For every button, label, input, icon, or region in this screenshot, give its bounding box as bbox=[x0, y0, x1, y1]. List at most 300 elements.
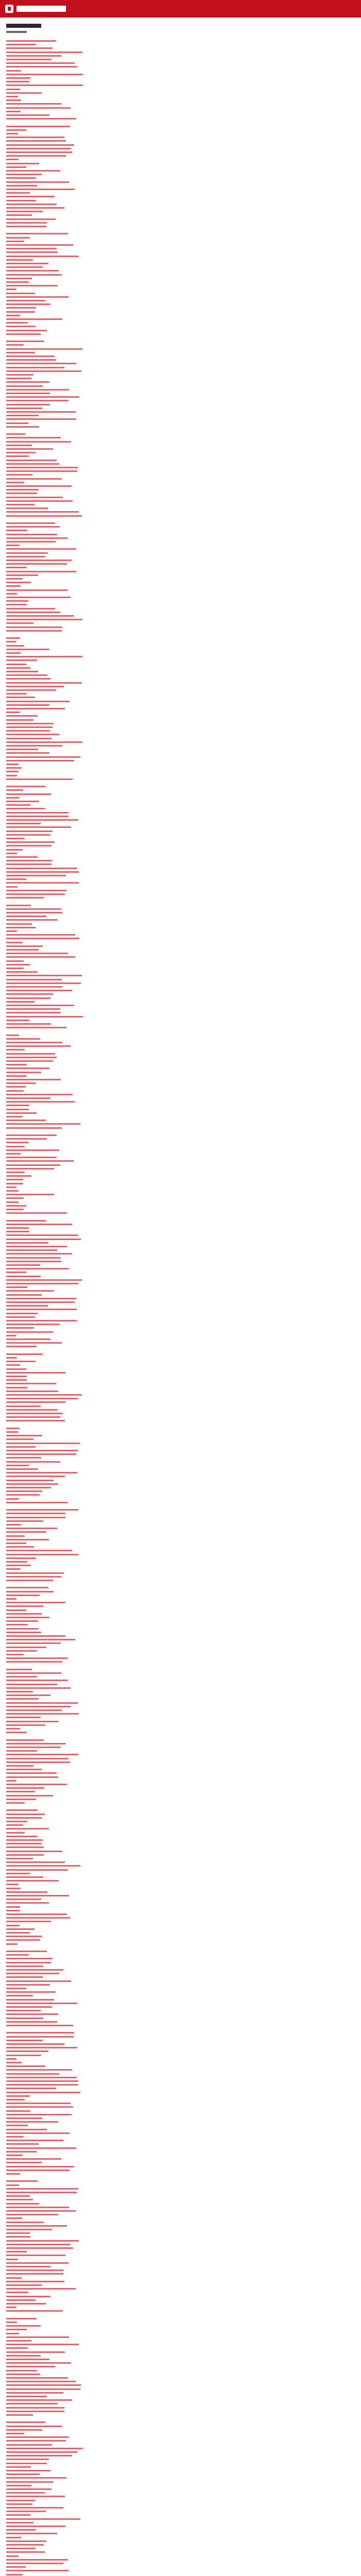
poem-line-placeholder bbox=[6, 2266, 51, 2267]
poem-line-placeholder bbox=[6, 1457, 41, 1459]
poem-line-placeholder bbox=[6, 1194, 54, 1195]
poem-line-placeholder bbox=[6, 1320, 77, 1321]
poem-line-placeholder bbox=[6, 1276, 41, 1277]
poem-line-placeholder bbox=[6, 1001, 35, 1003]
poem-line-placeholder bbox=[6, 1732, 27, 1733]
poem-line-placeholder bbox=[6, 1391, 58, 1392]
poem-line-placeholder bbox=[6, 1409, 58, 1411]
poem-line-placeholder bbox=[6, 793, 51, 795]
poem-line-placeholder bbox=[6, 986, 62, 988]
poem-line-placeholder bbox=[6, 1361, 36, 1362]
poem-line-placeholder bbox=[6, 845, 52, 846]
poem-line-placeholder bbox=[6, 808, 45, 809]
poem-line-placeholder bbox=[6, 1205, 26, 1207]
poem-line-placeholder bbox=[6, 129, 26, 131]
poem-line-placeholder bbox=[6, 1680, 68, 1681]
poem-line-placeholder bbox=[6, 863, 52, 865]
poem-line-placeholder bbox=[6, 1261, 61, 1262]
poem-line-placeholder bbox=[6, 1476, 65, 1477]
poem-line-placeholder bbox=[6, 1201, 19, 1203]
poem-line-placeholder bbox=[6, 2388, 80, 2390]
poem-line-placeholder bbox=[6, 686, 64, 687]
poem-line-placeholder bbox=[6, 2566, 26, 2568]
poem-line-placeholder bbox=[6, 1453, 76, 1455]
poem-line-placeholder bbox=[6, 1420, 65, 1421]
poem-line-placeholder bbox=[6, 2292, 28, 2293]
poem-line-placeholder bbox=[6, 968, 24, 969]
poem-line-placeholder bbox=[6, 1902, 49, 1904]
poem-line-placeholder bbox=[6, 656, 83, 657]
poem-line-placeholder bbox=[6, 2147, 76, 2149]
poem-line-placeholder bbox=[6, 1490, 42, 1492]
poem-line-placeholder bbox=[6, 1873, 30, 1874]
poem-line-placeholder bbox=[6, 1012, 61, 1013]
poem-line-placeholder bbox=[6, 2173, 20, 2175]
poem-line-placeholder bbox=[6, 1364, 20, 1366]
poem-line-placeholder bbox=[6, 1413, 63, 1414]
poem-line-placeholder bbox=[6, 1739, 44, 1741]
poem-line-placeholder bbox=[6, 2092, 80, 2093]
poem-line-placeholder bbox=[6, 278, 32, 279]
poem-line-placeholder bbox=[6, 1787, 44, 1789]
poem-line-placeholder bbox=[6, 1543, 26, 1544]
poem-line-placeholder bbox=[6, 493, 37, 494]
poem-line-placeholder bbox=[6, 2010, 41, 2011]
poem-line-placeholder bbox=[6, 604, 27, 605]
poem-line-placeholder bbox=[6, 2355, 41, 2357]
poem-line-placeholder bbox=[6, 248, 57, 249]
poem-line-placeholder bbox=[6, 990, 72, 991]
poem-line-placeholder bbox=[6, 982, 81, 984]
poem-line-placeholder bbox=[6, 126, 70, 127]
poem-line-placeholder bbox=[6, 1450, 78, 1451]
poem-line-placeholder bbox=[6, 1268, 69, 1269]
poem-line-placeholder bbox=[6, 905, 31, 906]
poem-line-placeholder bbox=[6, 626, 62, 628]
poem-line-placeholder bbox=[6, 2347, 28, 2349]
poem-line-placeholder bbox=[6, 418, 76, 420]
poem-line-placeholder bbox=[6, 664, 26, 665]
poem-line-placeholder bbox=[6, 2307, 17, 2308]
poem-line-placeholder bbox=[6, 1657, 68, 1659]
poem-line-placeholder bbox=[6, 1134, 57, 1136]
poem-line-placeholder bbox=[6, 786, 45, 787]
poem-line-placeholder bbox=[6, 1568, 21, 1570]
poem-line-placeholder bbox=[6, 2414, 33, 2416]
poem-line-placeholder bbox=[6, 222, 47, 224]
poem-line-placeholder bbox=[6, 2511, 46, 2512]
poem-line-placeholder bbox=[6, 330, 47, 331]
poem-line-placeholder bbox=[6, 771, 19, 772]
poem-line-placeholder bbox=[6, 2207, 69, 2208]
poem-line-placeholder bbox=[6, 831, 53, 832]
poem-line-placeholder bbox=[6, 1628, 39, 1630]
poem-line-placeholder bbox=[6, 2407, 64, 2409]
poem-line-placeholder bbox=[6, 2121, 58, 2123]
poem-line-placeholder bbox=[6, 326, 36, 327]
poem-line-placeholder bbox=[6, 2518, 80, 2520]
poem-line-placeholder bbox=[6, 2199, 33, 2200]
poem-line-placeholder bbox=[6, 2426, 62, 2427]
poem-line-placeholder bbox=[6, 1109, 29, 1110]
poem-line-placeholder bbox=[6, 749, 38, 750]
poem-line-placeholder bbox=[6, 1431, 18, 1433]
poem-line-placeholder bbox=[6, 1906, 20, 1908]
poem-line-placeholder bbox=[6, 934, 75, 936]
poem-line-placeholder bbox=[6, 526, 60, 528]
poem-line-placeholder bbox=[6, 422, 28, 424]
poem-line-placeholder bbox=[6, 574, 38, 576]
poem-line-placeholder bbox=[6, 930, 17, 932]
poem-line-placeholder bbox=[6, 370, 81, 372]
poem-line-placeholder bbox=[6, 2533, 57, 2534]
poem-line-placeholder bbox=[6, 1539, 49, 1540]
poem-line-placeholder bbox=[6, 363, 76, 364]
poem-line-placeholder bbox=[6, 251, 58, 253]
poem-line-placeholder bbox=[6, 682, 82, 684]
poem-line-placeholder bbox=[6, 1498, 19, 1500]
poem-line-placeholder bbox=[6, 489, 39, 490]
poem-line-placeholder bbox=[6, 2537, 21, 2538]
poem-line-placeholder bbox=[6, 2559, 68, 2561]
poem-line-placeholder bbox=[6, 2384, 81, 2386]
poem-line-placeholder bbox=[6, 181, 69, 183]
poem-line-placeholder bbox=[6, 1086, 26, 1088]
poem-line-placeholder bbox=[6, 2058, 17, 2060]
poem-line-placeholder bbox=[6, 1761, 70, 1763]
poem-line-placeholder bbox=[6, 151, 72, 153]
poem-line-placeholder bbox=[6, 545, 20, 546]
poem-line-placeholders bbox=[6, 40, 355, 2576]
poem-line-placeholder bbox=[6, 2411, 64, 2412]
poem-line-placeholder bbox=[6, 2548, 36, 2549]
poem-line-placeholder bbox=[6, 1676, 37, 1677]
poem-line-placeholder bbox=[6, 1843, 42, 1844]
poem-line-placeholder bbox=[6, 2158, 61, 2160]
poem-line-placeholder bbox=[6, 1884, 19, 1885]
poem-line-placeholder bbox=[6, 2485, 31, 2486]
poem-line-placeholder bbox=[6, 823, 41, 824]
poem-line-placeholder bbox=[6, 1706, 71, 1707]
poem-line-placeholder bbox=[6, 1821, 27, 1822]
poem-line-placeholder bbox=[6, 2459, 49, 2460]
poem-line-placeholder bbox=[6, 1858, 33, 1859]
poem-line-placeholder bbox=[6, 971, 38, 973]
poem-line-placeholder bbox=[6, 359, 56, 361]
poem-line-placeholder bbox=[6, 775, 17, 776]
poem-line-placeholder bbox=[6, 2025, 73, 2026]
poem-line-placeholder bbox=[6, 953, 68, 954]
poem-line-placeholder bbox=[6, 2040, 43, 2041]
poem-line-placeholder bbox=[6, 2080, 78, 2082]
poem-line-placeholder bbox=[6, 723, 54, 724]
poem-line-placeholder bbox=[6, 333, 41, 335]
poem-line-placeholder bbox=[6, 1851, 62, 1852]
poem-line-placeholder bbox=[6, 2117, 42, 2119]
poem-line-placeholder bbox=[6, 804, 30, 806]
poem-line-placeholder bbox=[6, 1272, 26, 1273]
poem-line-placeholder bbox=[6, 2055, 41, 2056]
poem-line-placeholder bbox=[6, 1605, 43, 1607]
poem-line-placeholder bbox=[6, 2047, 77, 2048]
poem-line-placeholder bbox=[6, 2321, 17, 2323]
poem-line-placeholder bbox=[6, 1249, 57, 1251]
poem-line-placeholder bbox=[6, 2018, 43, 2019]
poem-line-placeholder bbox=[6, 1869, 68, 1871]
poem-line-placeholder bbox=[6, 1814, 45, 1815]
poem-line-placeholder bbox=[6, 1461, 60, 1463]
poem-line-placeholder bbox=[6, 1758, 69, 1759]
poem-line-placeholder bbox=[6, 2170, 70, 2171]
poem-line-placeholder bbox=[6, 378, 31, 379]
poem-line-placeholder bbox=[6, 919, 58, 921]
poem-line-placeholder bbox=[6, 1153, 21, 1155]
poem-line-placeholder bbox=[6, 200, 36, 201]
poem-line-placeholder bbox=[6, 2318, 37, 2319]
poem-line-placeholder bbox=[6, 1709, 62, 1711]
poem-line-placeholder bbox=[6, 1494, 40, 1496]
poem-line-placeholder bbox=[6, 177, 36, 179]
poem-line-placeholder bbox=[6, 812, 69, 814]
poem-line-placeholder bbox=[6, 2336, 69, 2338]
poem-line-placeholder bbox=[6, 1290, 54, 1292]
poem-line-placeholder bbox=[6, 84, 83, 86]
poem-line-placeholder bbox=[6, 1546, 34, 1548]
poem-line-placeholder bbox=[6, 2281, 64, 2282]
poem-line-placeholder bbox=[6, 2162, 42, 2163]
poem-line-placeholder bbox=[6, 1116, 23, 1117]
poem-line-placeholder bbox=[6, 1624, 28, 1625]
poem-line-placeholder bbox=[6, 1060, 53, 1062]
poem-line-placeholder bbox=[6, 266, 43, 268]
poem-line-placeholder bbox=[6, 2303, 46, 2304]
poem-line-placeholder bbox=[6, 2563, 63, 2564]
poem-line-placeholder bbox=[6, 2036, 74, 2038]
poem-line-placeholder bbox=[6, 2374, 40, 2375]
poem-line-placeholder bbox=[6, 1105, 29, 1106]
poem-line-placeholder bbox=[6, 1438, 34, 1440]
poem-line-placeholder bbox=[6, 1398, 78, 1399]
poem-line-placeholder bbox=[6, 1913, 67, 1915]
poem-line-placeholder bbox=[6, 1324, 60, 1325]
poem-line-placeholder bbox=[6, 285, 58, 286]
poem-line-placeholder bbox=[6, 630, 62, 632]
poem-line-placeholder bbox=[6, 1331, 53, 1333]
poem-line-placeholder bbox=[6, 2073, 59, 2075]
poem-line-placeholder bbox=[6, 1895, 69, 1896]
poem-line-placeholder bbox=[6, 155, 66, 157]
poem-line-placeholder bbox=[6, 1101, 75, 1103]
poem-line-placeholder bbox=[6, 1973, 59, 1974]
poem-line-placeholder bbox=[6, 1531, 46, 1533]
poem-line-placeholder bbox=[6, 103, 61, 105]
poem-title bbox=[6, 23, 355, 29]
poem-line-placeholder bbox=[6, 515, 82, 517]
poem-line-placeholder bbox=[6, 2310, 63, 2312]
poem-line-placeholder bbox=[6, 393, 50, 394]
poem-line-placeholder bbox=[6, 2377, 68, 2379]
poem-line-placeholder bbox=[6, 2570, 69, 2571]
poem-line-placeholder bbox=[6, 2436, 69, 2438]
poem-line-placeholder bbox=[6, 1428, 20, 1429]
poem-line-placeholder bbox=[6, 1172, 25, 1173]
poem-line-placeholder bbox=[6, 1717, 41, 1718]
poem-line-placeholder bbox=[6, 1283, 78, 1284]
poem-line-placeholder bbox=[6, 548, 76, 550]
poem-line-placeholder bbox=[6, 1517, 65, 1518]
poem-line-placeholder bbox=[6, 719, 34, 721]
poem-line-placeholder bbox=[6, 619, 83, 620]
poem-line-placeholder bbox=[6, 678, 51, 680]
poem-line-placeholder bbox=[6, 1435, 42, 1436]
poem-line-placeholder bbox=[6, 1554, 78, 1555]
poem-line-placeholder bbox=[6, 322, 28, 324]
poem-line-placeholder bbox=[6, 1550, 72, 1551]
poem-line-placeholder bbox=[6, 315, 20, 316]
poem-line-placeholder bbox=[6, 144, 74, 146]
poem-line-placeholder bbox=[6, 2125, 28, 2126]
poem-line-placeholder bbox=[6, 389, 69, 391]
poem-line-placeholder bbox=[6, 2463, 47, 2464]
poem-line-placeholder bbox=[6, 1791, 35, 1792]
poem-line-placeholder bbox=[6, 233, 68, 234]
site-logo[interactable] bbox=[5, 3, 66, 14]
poem-line-placeholder bbox=[6, 1045, 71, 1047]
poem-line-placeholder bbox=[6, 2236, 30, 2238]
poem-line-placeholder bbox=[6, 1613, 42, 1615]
poem-line-placeholder bbox=[6, 2362, 71, 2364]
poem-line-placeholder bbox=[6, 1598, 17, 1600]
poem-line-placeholder bbox=[6, 637, 20, 639]
poem-line-placeholder bbox=[6, 949, 39, 951]
poem-line-placeholder bbox=[6, 645, 24, 647]
poem-line-placeholder bbox=[6, 1954, 29, 1956]
poem-line-placeholder bbox=[6, 311, 35, 313]
poem-line-placeholder bbox=[6, 1524, 21, 1526]
poem-line-placeholder bbox=[6, 1220, 46, 1222]
poem-line-placeholder bbox=[6, 701, 70, 702]
poem-line-placeholder bbox=[6, 1576, 61, 1578]
poem-line-placeholder bbox=[6, 482, 24, 483]
poem-line-placeholder bbox=[6, 563, 67, 565]
poem-line-placeholder bbox=[6, 1642, 61, 1644]
poem-line-placeholder bbox=[6, 2043, 64, 2045]
poem-line-placeholder bbox=[6, 1157, 57, 1158]
poem-line-placeholder bbox=[6, 1836, 38, 1837]
poem-line-placeholder bbox=[6, 2065, 45, 2067]
poem-line-placeholder bbox=[6, 1376, 27, 1377]
poem-line-placeholder bbox=[6, 1008, 60, 1010]
poem-line-placeholder bbox=[6, 1286, 27, 1288]
poem-line-placeholder bbox=[6, 960, 24, 962]
poem-line-placeholder bbox=[6, 560, 72, 561]
poem-line-placeholder bbox=[6, 567, 27, 568]
poem-line-placeholder bbox=[6, 797, 20, 799]
poem-line-placeholder bbox=[6, 2129, 47, 2130]
poem-line-placeholder bbox=[6, 2433, 24, 2434]
poem-line-placeholder bbox=[6, 1175, 31, 1177]
poem-line-placeholder bbox=[6, 2244, 71, 2245]
poem-line-placeholder bbox=[6, 159, 19, 160]
poem-line-placeholder bbox=[6, 2299, 36, 2301]
poem-line-placeholder bbox=[6, 1368, 26, 1370]
poem-line-placeholder bbox=[6, 1799, 36, 1800]
poem-line-placeholder bbox=[6, 2222, 44, 2223]
poem-line-placeholder bbox=[6, 1401, 65, 1403]
poem-line-placeholder bbox=[6, 1620, 38, 1622]
poem-line-placeholder bbox=[6, 2344, 79, 2345]
poem-line-placeholder bbox=[6, 1617, 50, 1618]
poem-line-placeholder bbox=[6, 2333, 19, 2334]
poem-line-placeholder bbox=[6, 1969, 63, 1971]
poem-line-placeholder bbox=[6, 942, 23, 943]
poem-line-placeholder bbox=[6, 218, 56, 220]
poem-line-placeholder bbox=[6, 1654, 24, 1655]
poem-line-placeholder bbox=[6, 2444, 52, 2446]
poem-line-placeholder bbox=[6, 1142, 29, 1143]
poem-line-placeholder bbox=[6, 1899, 41, 1900]
poem-line-placeholder bbox=[6, 2225, 67, 2227]
poem-line-placeholder bbox=[6, 445, 32, 446]
poem-line-placeholder bbox=[6, 1698, 39, 1700]
poem-line-placeholder bbox=[6, 2259, 18, 2260]
poem-line-placeholder bbox=[6, 1754, 78, 1755]
poem-line-placeholder bbox=[6, 826, 71, 828]
poem-line-placeholder bbox=[6, 263, 48, 264]
poem-line-placeholder bbox=[6, 207, 64, 209]
poem-line-placeholder bbox=[6, 2329, 27, 2330]
poem-line-placeholder bbox=[6, 59, 52, 60]
poem-line-placeholder bbox=[6, 597, 71, 598]
poem-line-placeholder bbox=[6, 886, 18, 888]
poem-line-placeholder bbox=[6, 1669, 32, 1670]
poem-line-placeholder bbox=[6, 1313, 38, 1314]
poem-line-placeholder bbox=[6, 66, 77, 67]
poem-line-placeholder bbox=[6, 1824, 23, 1826]
poem-line-placeholder bbox=[6, 819, 78, 821]
poem-line-placeholder bbox=[6, 2496, 65, 2497]
poem-line-placeholder bbox=[6, 1888, 21, 1889]
poem-line-placeholder bbox=[6, 2155, 23, 2156]
poem-line-placeholder bbox=[6, 214, 32, 216]
poem-line-placeholder bbox=[6, 1164, 60, 1166]
poem-line-placeholder bbox=[6, 355, 55, 357]
poem-line-placeholder bbox=[6, 1976, 43, 1978]
poem-line-placeholder bbox=[6, 875, 66, 876]
poem-line-placeholder bbox=[6, 1928, 35, 1930]
poem-line-placeholder bbox=[6, 1094, 73, 1095]
poem-line-placeholder bbox=[6, 1042, 62, 1043]
poem-line-placeholder bbox=[6, 1572, 64, 1574]
poem-line-placeholder bbox=[6, 1999, 54, 2001]
poem-line-placeholder bbox=[6, 1958, 53, 1959]
poem-line-placeholder bbox=[6, 2110, 30, 2112]
poem-line-placeholder bbox=[6, 1910, 20, 1911]
poem-line-placeholder bbox=[6, 133, 18, 134]
poem-line-placeholder bbox=[6, 2166, 74, 2167]
poem-line-placeholder bbox=[6, 2526, 65, 2527]
poem-line-placeholder bbox=[6, 2273, 63, 2275]
poem-line-placeholder bbox=[6, 341, 44, 342]
poem-line-placeholder bbox=[6, 730, 50, 732]
poem-line-placeholder bbox=[6, 500, 73, 502]
poem-line-placeholder bbox=[6, 426, 39, 428]
poem-line-placeholder bbox=[6, 945, 43, 947]
poem-body bbox=[6, 40, 355, 2576]
poem-line-placeholder bbox=[6, 2180, 38, 2182]
poem-line-placeholder bbox=[6, 1327, 34, 1329]
poem-line-placeholder bbox=[6, 289, 17, 290]
